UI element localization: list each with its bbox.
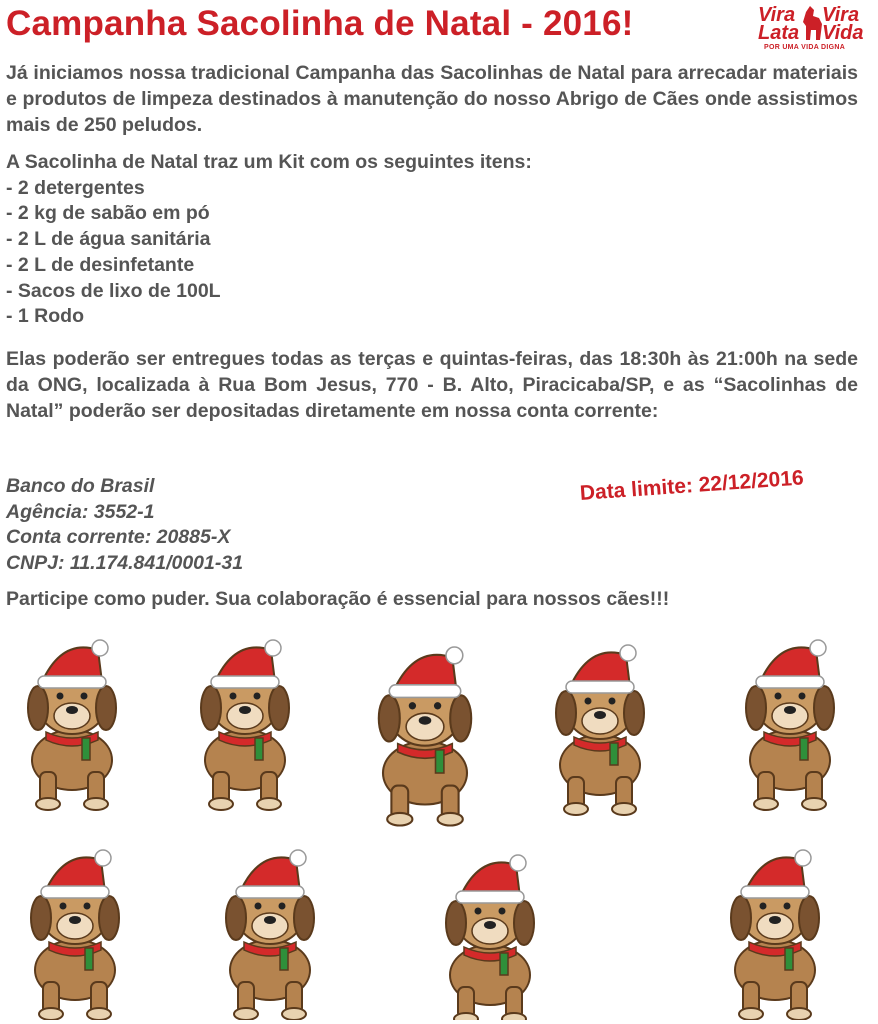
- list-item: - 2 L de desinfetante: [6, 253, 195, 276]
- delivery-paragraph: Elas poderão ser entregues todas as terças e quintas-feiras, das 18:30h às 21:00h na sede da ONG, localizada à Rua Bom Jesus, 770 - B. Alto, Piracicaba/SP, e as “Sacolinhas de Natal” poderão ser depositadas diretamente em nossa conta corrente:: [6, 348, 858, 422]
- bank-cnpj: CNPJ: 11.174.841/0001-31: [6, 551, 244, 574]
- footer-message: Participe como puder. Sua colaboração é essencial para nossos cães!!!: [6, 588, 670, 610]
- bank-account: Conta corrente: 20885-X: [6, 526, 231, 548]
- logo-word: Lata: [758, 22, 800, 44]
- christmas-dogs-illustration: [0, 610, 878, 1020]
- logo-word: Vira: [822, 4, 860, 26]
- logo-word: Vida: [822, 22, 864, 44]
- list-item: - 1 Rodo: [6, 305, 84, 328]
- list-item: - Sacos de lixo de 100L: [6, 279, 221, 302]
- logo-word: Vira: [758, 4, 796, 26]
- list-item: - 2 L de água sanitária: [6, 228, 211, 251]
- deadline-label: Data limite: 22/12/2016: [579, 466, 805, 505]
- list-item: - 2 kg de sabão em pó: [6, 202, 210, 225]
- list-item: - 2 detergentes: [6, 176, 145, 199]
- page-title: Campanha Sacolinha de Natal - 2016!: [6, 4, 634, 43]
- bank-name: Banco do Brasil: [6, 475, 155, 497]
- dog-silhouette-icon: [800, 4, 826, 42]
- intro-paragraph: Já iniciamos nossa tradicional Campanha das Sacolinhas de Natal para arrecadar materiais e produtos de limpeza destinados à manutenção do nosso Abrigo de Cães onde assistimos mais de 250 peludos.: [6, 62, 858, 136]
- vira-lata-vira-vida-logo: [752, 4, 872, 52]
- kit-list: [6, 150, 532, 330]
- logo-tagline: POR UMA VIDA DIGNA: [764, 44, 846, 51]
- bank-agency: Agência: 3552-1: [6, 500, 155, 523]
- bank-details: [6, 474, 243, 576]
- kit-heading: A Sacolinha de Natal traz um Kit com os seguintes itens:: [6, 151, 532, 173]
